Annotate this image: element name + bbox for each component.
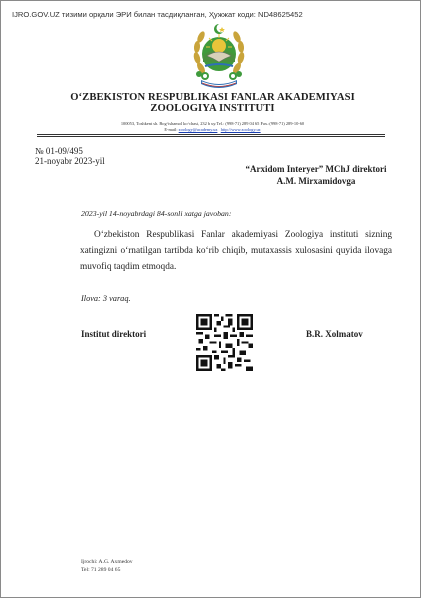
- signer-title: Institut direktori: [81, 329, 147, 339]
- organization-contacts: [1, 127, 423, 132]
- reply-reference: 2023-yil 14-noyabrdagi 84-sonli xatga javoban:: [81, 209, 232, 218]
- email-label: E-mail:: [164, 127, 178, 132]
- document-number: № 01-09/495: [35, 146, 83, 156]
- executor-phone: Tel: 71 289 04 65: [81, 567, 121, 573]
- letter-body: O‘zbekiston Respublikasi Fanlar akademiyasi Zoologiya instituti sizning xatingizni o‘rnatilgan tartibda ko‘rib chiqib, mutaxassis xulosasini quyida ilovaga muvofiq taqdim etmoqda.: [80, 230, 392, 272]
- state-emblem-icon: [189, 22, 249, 90]
- document-date: 21-noyabr 2023-yil: [35, 156, 105, 166]
- verification-header: IJRO.GOV.UZ тизими орқали ЭРИ билан тасдиқланган, Ҳужжат коди: ND48625452: [12, 10, 303, 19]
- organization-address: 100053, Toshkent sh. Bog‘ishamol ko‘chasi, 232 b uy.Tel.: (998-71) 289 04 65 Fax.:(998-71) 289-10-60: [120, 121, 305, 126]
- signer-name: B.R. Xolmatov: [306, 329, 363, 339]
- addressee-line-2: A.M. Mirxamidovga: [276, 175, 356, 186]
- institute-name: ZOOLOGIYA INSTITUTI: [150, 103, 275, 114]
- addressee-line-1: “Arxidom Interyer” MChJ direktori: [245, 164, 387, 174]
- qr-code-icon: [196, 314, 253, 371]
- attachment-note: Ilova: 3 varaq.: [81, 294, 131, 303]
- addressee-block: [239, 164, 393, 187]
- website-link[interactable]: http://www.zoology.uz: [220, 127, 261, 132]
- executor-info: [81, 558, 133, 574]
- executor-name: Ijrochi: A.G. Axmedov: [81, 559, 133, 565]
- header-divider: [37, 134, 385, 135]
- organization-name: O‘ZBEKISTON RESPUBLIKASI FANLAR AKADEMIYASI: [70, 92, 355, 103]
- email-link[interactable]: zoology@academy.uz: [178, 127, 218, 132]
- header-divider-thin: [37, 136, 385, 137]
